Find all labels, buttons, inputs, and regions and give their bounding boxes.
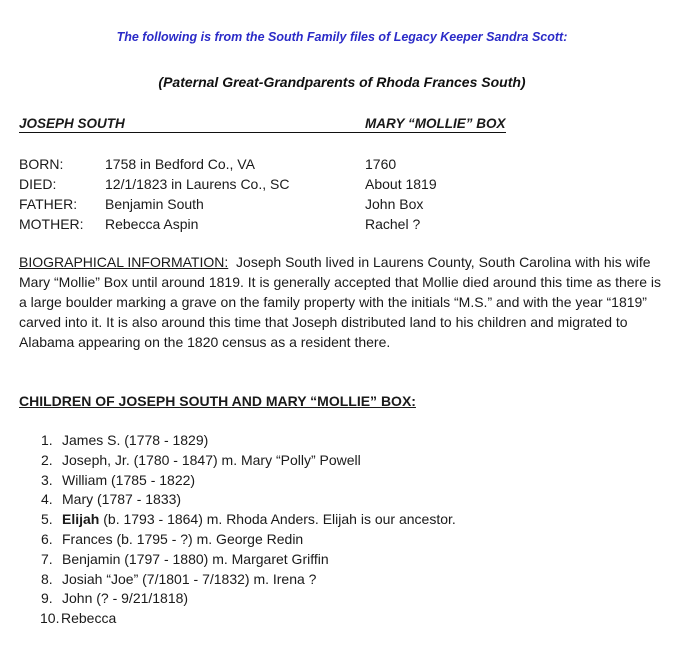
joseph-value: Benjamin South xyxy=(105,196,204,212)
mary-value: Rachel ? xyxy=(365,216,421,232)
item-number: 8. xyxy=(41,570,53,587)
item-text: Mary (1787 - 1833) xyxy=(62,491,182,508)
joseph-value: Rebecca Aspin xyxy=(105,216,199,232)
list-item xyxy=(19,430,619,450)
mary-value: 1760 xyxy=(365,156,397,172)
list-item xyxy=(19,608,619,628)
list-item xyxy=(19,509,619,529)
info-label: MOTHER: xyxy=(19,216,84,232)
bio-label: BIOGRAPHICAL INFORMATION: xyxy=(19,254,229,270)
joseph-value: 12/1/1823 in Laurens Co., SC xyxy=(105,176,290,192)
list-item xyxy=(19,588,619,608)
info-row-died xyxy=(19,174,619,194)
list-item xyxy=(19,549,619,569)
item-number: 10. xyxy=(40,610,60,627)
page-subtitle: (Paternal Great-Grandparents of Rhoda Frances South) xyxy=(158,74,526,90)
item-text: Joseph, Jr. (1780 - 1847) m. Mary “Polly” Powell xyxy=(62,451,361,468)
item-number: 9. xyxy=(41,590,53,607)
item-number: 7. xyxy=(41,550,53,567)
list-item xyxy=(19,529,619,549)
item-text: Rebecca xyxy=(61,610,117,627)
item-text: William (1785 - 1822) xyxy=(62,471,196,488)
children-list xyxy=(19,430,619,628)
header-mary-box: MARY “MOLLIE” BOX xyxy=(365,116,506,131)
intro-line: The following is from the South Family files of Legacy Keeper Sandra Scott: xyxy=(116,30,568,44)
list-item xyxy=(19,450,619,470)
header-joseph-south: JOSEPH SOUTH xyxy=(19,116,366,133)
item-text: John (? - 9/21/1818) xyxy=(62,590,189,607)
info-label: DIED: xyxy=(19,176,57,192)
info-label: FATHER: xyxy=(19,196,78,212)
info-row-born xyxy=(19,154,619,174)
item-text: Frances (b. 1795 - ?) m. George Redin xyxy=(62,530,304,547)
list-item xyxy=(19,569,619,589)
biographical-paragraph xyxy=(19,252,669,352)
item-text xyxy=(62,509,456,529)
item-number: 3. xyxy=(41,471,53,488)
list-item xyxy=(19,489,619,509)
item-number: 2. xyxy=(41,451,53,468)
item-number: 4. xyxy=(41,491,53,508)
item-number: 1. xyxy=(41,432,53,448)
item-text: Benjamin (1797 - 1880) m. Margaret Griffin xyxy=(62,550,329,567)
item-detail: (b. 1793 - 1864) m. Rhoda Anders. Elijah is our ancestor. xyxy=(99,511,456,528)
info-row-father xyxy=(19,194,619,214)
list-item xyxy=(19,470,619,490)
item-text: Josiah “Joe” (7/1801 - 7/1832) m. Irena ? xyxy=(62,570,317,587)
children-heading: CHILDREN OF JOSEPH SOUTH AND MARY “MOLLIE” BOX: xyxy=(19,393,416,409)
item-number: 5. xyxy=(41,511,53,528)
vital-records-table xyxy=(19,154,619,234)
mary-value: John Box xyxy=(365,196,424,212)
item-text: James S. (1778 - 1829) xyxy=(62,432,209,448)
mary-value: About 1819 xyxy=(365,176,437,192)
info-row-mother xyxy=(19,214,619,234)
joseph-value: 1758 in Bedford Co., VA xyxy=(105,156,255,172)
item-number: 6. xyxy=(41,530,53,547)
ancestor-name: Elijah xyxy=(62,511,100,528)
bio-text: Joseph South lived in Laurens County, South Carolina with his wife Mary “Mollie” Box until around 1819. It is generally accepted that Mollie died around this time as there is a large boulder marking a grave on the family property with the initials “M.S.” and with the year “1819” carved into it. It is also around this time that Joseph distributed land to his children and migrated to Alabama appearing on the 1820 census as a resident there. xyxy=(19,254,661,350)
info-label: BORN: xyxy=(19,156,64,172)
